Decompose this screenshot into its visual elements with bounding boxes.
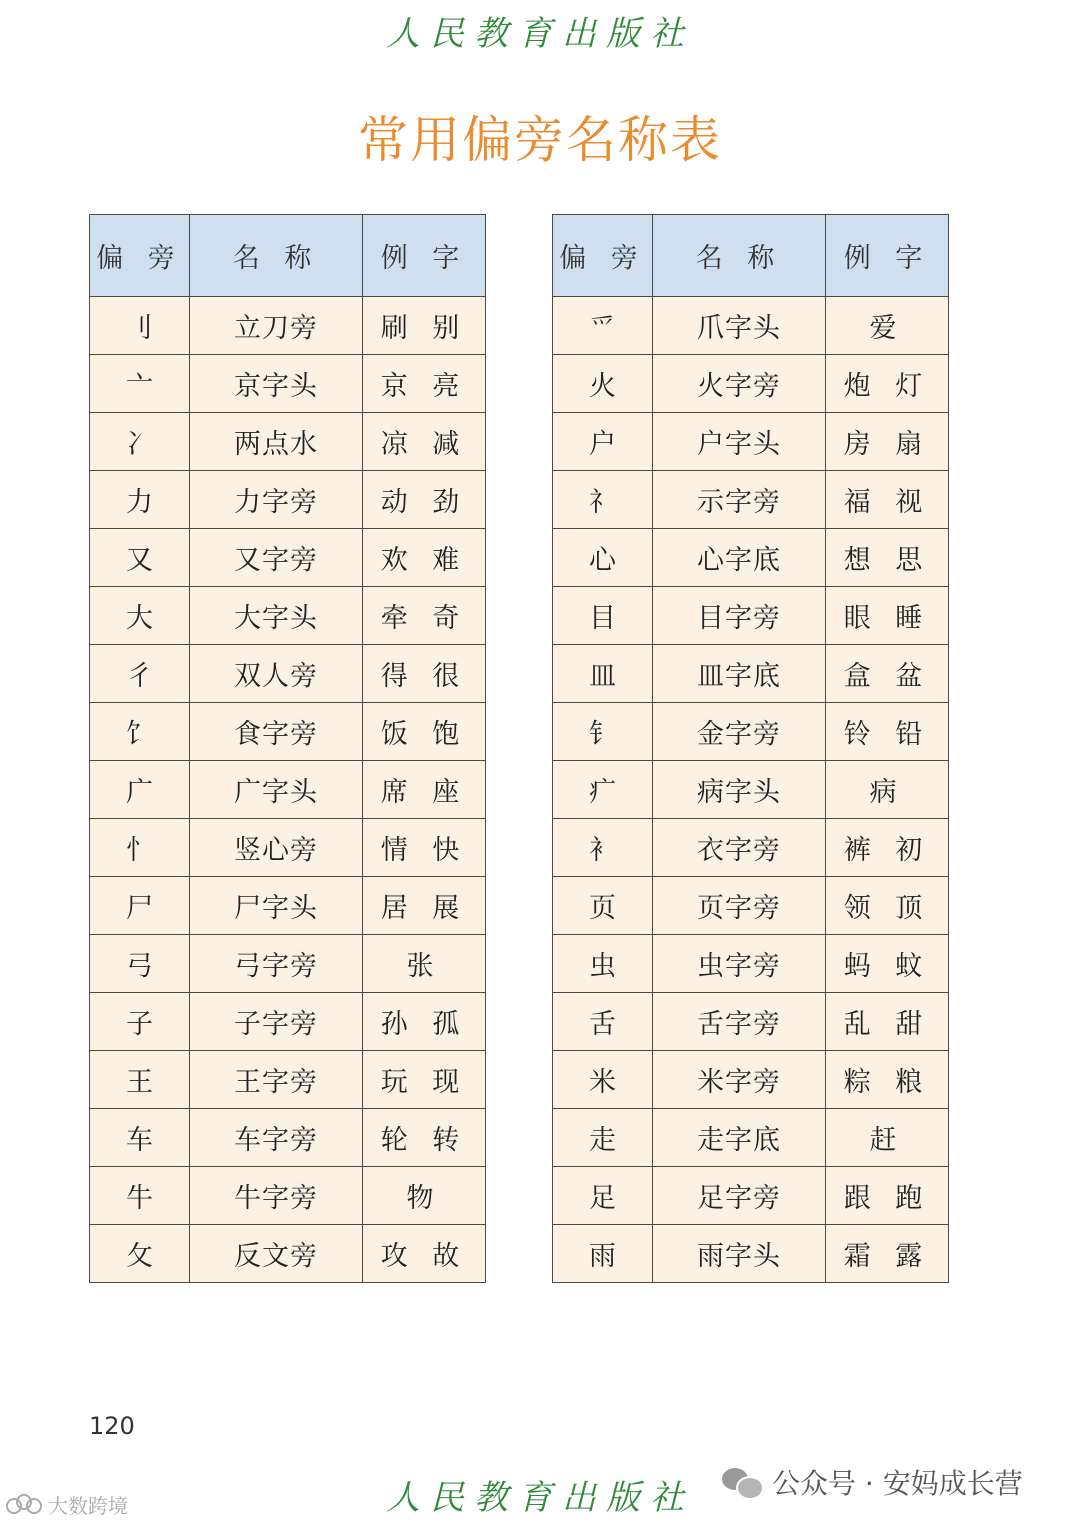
- example-cell: 爱: [826, 297, 949, 355]
- name-cell: 足字旁: [653, 1167, 826, 1225]
- example-cell: 霜 露: [826, 1225, 949, 1283]
- radical-cell: 忄: [90, 819, 190, 877]
- example-cell: 攻 故: [363, 1225, 486, 1283]
- name-cell: 京字头: [190, 355, 363, 413]
- weibo-icon: [6, 1494, 42, 1516]
- table-row: [553, 703, 949, 761]
- radical-cell: 爫: [553, 297, 653, 355]
- example-cell: 动 劲: [363, 471, 486, 529]
- radical-cell: 皿: [553, 645, 653, 703]
- name-cell: 力字旁: [190, 471, 363, 529]
- table-header-row: [90, 215, 486, 297]
- example-cell: 裤 初: [826, 819, 949, 877]
- radical-cell: 走: [553, 1109, 653, 1167]
- name-cell: 金字旁: [653, 703, 826, 761]
- name-cell: 又字旁: [190, 529, 363, 587]
- radical-cell: 冫: [90, 413, 190, 471]
- example-cell: 蚂 蚊: [826, 935, 949, 993]
- example-cell: 轮 转: [363, 1109, 486, 1167]
- header-name: 名 称: [653, 215, 826, 297]
- table-row: [90, 1225, 486, 1283]
- radical-cell: 衤: [553, 819, 653, 877]
- example-cell: 乱 甜: [826, 993, 949, 1051]
- example-cell: 跟 跑: [826, 1167, 949, 1225]
- name-cell: 目字旁: [653, 587, 826, 645]
- name-cell: 大字头: [190, 587, 363, 645]
- table-row: [90, 761, 486, 819]
- header-example: 例 字: [826, 215, 949, 297]
- radical-cell: 牛: [90, 1167, 190, 1225]
- table-header-row: [553, 215, 949, 297]
- example-cell: 牵 奇: [363, 587, 486, 645]
- radical-cell: 车: [90, 1109, 190, 1167]
- name-cell: 皿字底: [653, 645, 826, 703]
- example-cell: 领 顶: [826, 877, 949, 935]
- table-row: [90, 1051, 486, 1109]
- example-cell: 刷 别: [363, 297, 486, 355]
- table-row: [90, 529, 486, 587]
- table-row: [90, 819, 486, 877]
- name-cell: 页字旁: [653, 877, 826, 935]
- table-row: [553, 529, 949, 587]
- radical-cell: 亠: [90, 355, 190, 413]
- radical-cell: 足: [553, 1167, 653, 1225]
- radical-cell: 弓: [90, 935, 190, 993]
- radical-cell: 疒: [553, 761, 653, 819]
- example-cell: 铃 铅: [826, 703, 949, 761]
- example-cell: 凉 减: [363, 413, 486, 471]
- header-radical: 偏 旁: [553, 215, 653, 297]
- example-cell: 得 很: [363, 645, 486, 703]
- example-cell: 福 视: [826, 471, 949, 529]
- example-cell: 欢 难: [363, 529, 486, 587]
- example-cell: 玩 现: [363, 1051, 486, 1109]
- radical-cell: 火: [553, 355, 653, 413]
- name-cell: 弓字旁: [190, 935, 363, 993]
- table-row: [553, 1225, 949, 1283]
- name-cell: 示字旁: [653, 471, 826, 529]
- example-cell: 物: [363, 1167, 486, 1225]
- table-row: [553, 471, 949, 529]
- table-row: [553, 1167, 949, 1225]
- watermark-text: 公众号 · 安妈成长营: [772, 1467, 1023, 1500]
- table-row: [553, 1051, 949, 1109]
- table-row: [553, 1109, 949, 1167]
- radical-table-right: [552, 214, 949, 1283]
- name-cell: 走字底: [653, 1109, 826, 1167]
- example-cell: 席 座: [363, 761, 486, 819]
- name-cell: 米字旁: [653, 1051, 826, 1109]
- table-row: [553, 297, 949, 355]
- example-cell: 想 思: [826, 529, 949, 587]
- table-row: [90, 297, 486, 355]
- radical-cell: 心: [553, 529, 653, 587]
- radical-cell: 礻: [553, 471, 653, 529]
- table-row: [90, 587, 486, 645]
- page-title: 常用偏旁名称表: [358, 111, 722, 169]
- radical-cell: 饣: [90, 703, 190, 761]
- name-cell: 爪字头: [653, 297, 826, 355]
- name-cell: 舌字旁: [653, 993, 826, 1051]
- radical-table-left: [89, 214, 486, 1283]
- radical-cell: 大: [90, 587, 190, 645]
- radical-cell: 攵: [90, 1225, 190, 1283]
- table-row: [90, 471, 486, 529]
- example-cell: 京 亮: [363, 355, 486, 413]
- table-row: [553, 877, 949, 935]
- example-cell: 居 展: [363, 877, 486, 935]
- radical-cell: 页: [553, 877, 653, 935]
- radical-cell: 子: [90, 993, 190, 1051]
- radical-cell: 雨: [553, 1225, 653, 1283]
- radical-cell: 舌: [553, 993, 653, 1051]
- example-cell: 房 扇: [826, 413, 949, 471]
- page-number: 120: [89, 1412, 135, 1440]
- table-row: [553, 761, 949, 819]
- radical-cell: 目: [553, 587, 653, 645]
- header-name: 名 称: [190, 215, 363, 297]
- name-cell: 火字旁: [653, 355, 826, 413]
- example-cell: 病: [826, 761, 949, 819]
- table-row: [90, 877, 486, 935]
- example-cell: 情 快: [363, 819, 486, 877]
- radical-cell: 尸: [90, 877, 190, 935]
- name-cell: 病字头: [653, 761, 826, 819]
- name-cell: 车字旁: [190, 1109, 363, 1167]
- radical-cell: 虫: [553, 935, 653, 993]
- radical-cell: 户: [553, 413, 653, 471]
- name-cell: 户字头: [653, 413, 826, 471]
- example-cell: 饭 饱: [363, 703, 486, 761]
- name-cell: 两点水: [190, 413, 363, 471]
- name-cell: 牛字旁: [190, 1167, 363, 1225]
- name-cell: 雨字头: [653, 1225, 826, 1283]
- wechat-watermark: [722, 1462, 1023, 1502]
- table-row: [553, 993, 949, 1051]
- header-radical: 偏 旁: [90, 215, 190, 297]
- example-cell: 粽 粮: [826, 1051, 949, 1109]
- table-row: [553, 645, 949, 703]
- example-cell: 孙 孤: [363, 993, 486, 1051]
- radical-cell: 刂: [90, 297, 190, 355]
- radical-cell: 钅: [553, 703, 653, 761]
- radical-cell: 又: [90, 529, 190, 587]
- name-cell: 双人旁: [190, 645, 363, 703]
- radical-cell: 王: [90, 1051, 190, 1109]
- header-example: 例 字: [363, 215, 486, 297]
- radical-cell: 米: [553, 1051, 653, 1109]
- name-cell: 食字旁: [190, 703, 363, 761]
- name-cell: 广字头: [190, 761, 363, 819]
- table-row: [90, 645, 486, 703]
- example-cell: 赶: [826, 1109, 949, 1167]
- name-cell: 竖心旁: [190, 819, 363, 877]
- table-row: [553, 587, 949, 645]
- table-row: [90, 355, 486, 413]
- table-row: [553, 819, 949, 877]
- name-cell: 尸字头: [190, 877, 363, 935]
- name-cell: 心字底: [653, 529, 826, 587]
- example-cell: 眼 睡: [826, 587, 949, 645]
- name-cell: 虫字旁: [653, 935, 826, 993]
- example-cell: 盒 盆: [826, 645, 949, 703]
- publisher-header: 人民教育出版社: [386, 14, 694, 54]
- table-row: [90, 413, 486, 471]
- radical-cell: 力: [90, 471, 190, 529]
- table-row: [553, 935, 949, 993]
- table-row: [90, 993, 486, 1051]
- table-row: [553, 355, 949, 413]
- example-cell: 张: [363, 935, 486, 993]
- weibo-watermark: [6, 1490, 128, 1519]
- radical-cell: 彳: [90, 645, 190, 703]
- table-row: [90, 935, 486, 993]
- name-cell: 子字旁: [190, 993, 363, 1051]
- table-row: [90, 703, 486, 761]
- wechat-icon: [722, 1466, 762, 1498]
- watermark-left-text: 大数跨境: [48, 1494, 128, 1518]
- name-cell: 反文旁: [190, 1225, 363, 1283]
- example-cell: 炮 灯: [826, 355, 949, 413]
- table-row: [90, 1109, 486, 1167]
- publisher-footer: 人民教育出版社: [386, 1478, 694, 1518]
- table-row: [553, 413, 949, 471]
- name-cell: 衣字旁: [653, 819, 826, 877]
- radical-cell: 广: [90, 761, 190, 819]
- table-row: [90, 1167, 486, 1225]
- name-cell: 王字旁: [190, 1051, 363, 1109]
- name-cell: 立刀旁: [190, 297, 363, 355]
